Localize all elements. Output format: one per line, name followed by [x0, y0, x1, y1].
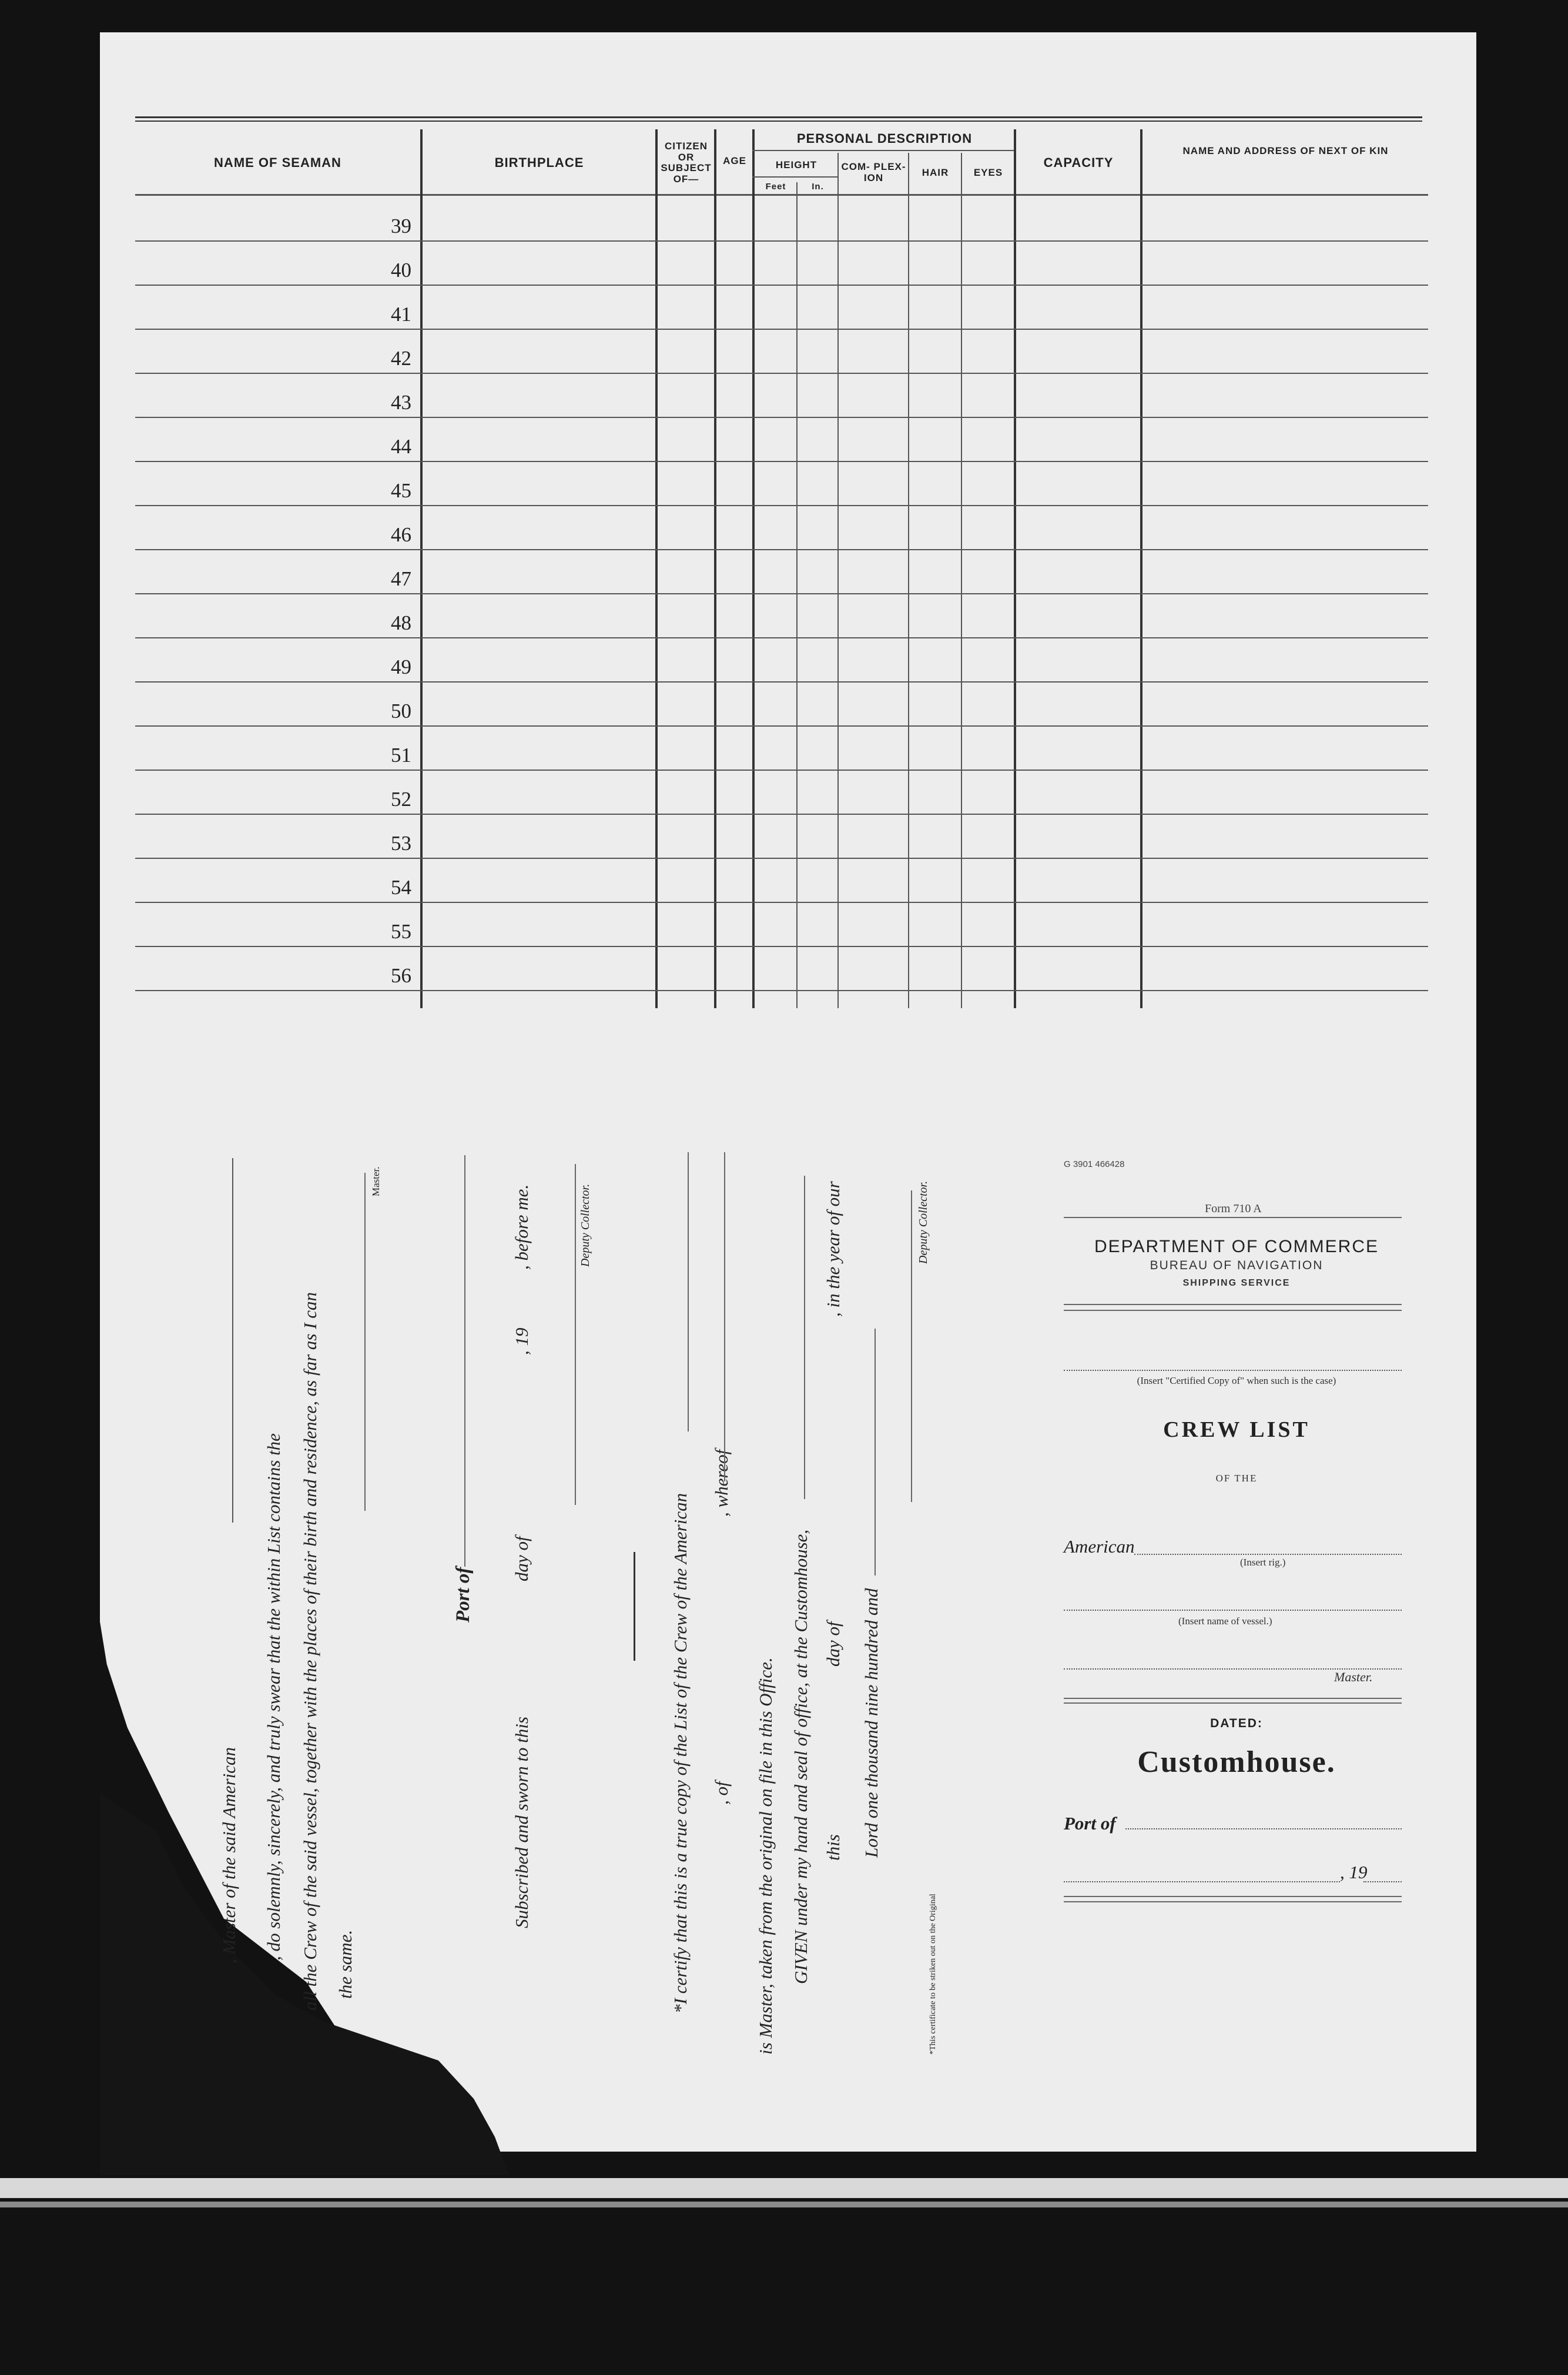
row-rule — [135, 814, 1428, 815]
scan-edge-shadow — [0, 2202, 1568, 2207]
row-rule — [135, 461, 1428, 462]
oath-line-2: , do solemnly, sincerely, and truly swear that the within List contains the — [263, 1433, 284, 1961]
oath-line-4: the same. — [335, 1929, 356, 1999]
cert-footnote: *This certificate to be striken out on the Original — [929, 1894, 937, 2055]
personal-desc-rule — [752, 150, 1014, 151]
form-top-rule — [1064, 1217, 1402, 1218]
cert-line-6: Lord one thousand nine hundred and — [861, 1588, 882, 1858]
header-inches: In. — [812, 182, 824, 192]
form-code: G 3901 466428 — [1064, 1159, 1125, 1169]
oath-before-me: , before me. — [511, 1184, 532, 1270]
row-number: 51 — [391, 744, 411, 767]
dated-rule-1 — [1064, 1698, 1402, 1699]
row-number: 49 — [391, 655, 411, 678]
year-label: , 19 — [1340, 1862, 1368, 1882]
col-divider-citizen — [655, 129, 658, 1008]
header-citizen: CITIZEN OR SUBJECT OF— — [661, 141, 712, 185]
row-number: 42 — [391, 347, 411, 370]
top-rule-1 — [135, 116, 1422, 118]
port-of-label: Port of — [1064, 1813, 1116, 1834]
cert-year: , in the year of our — [823, 1181, 843, 1317]
shipping-service: SHIPPING SERVICE — [1182, 1278, 1291, 1288]
cert-vessel-line — [688, 1152, 690, 1431]
col-divider-kin — [1140, 129, 1143, 1008]
col-divider-age — [714, 129, 716, 1008]
department-title: DEPARTMENT OF COMMERCE — [1094, 1237, 1379, 1256]
row-number: 52 — [391, 788, 411, 811]
cert-year-line — [875, 1329, 877, 1575]
row-number: 50 — [391, 700, 411, 722]
oath-line-3: all the Crew of the said vessel, together with the places of their birth and residence, as far as I can — [300, 1292, 320, 2011]
row-rule — [135, 593, 1428, 594]
oath-divider — [634, 1552, 635, 1661]
col-divider-hair — [908, 153, 909, 1008]
of-the-label: OF THE — [1215, 1473, 1258, 1484]
row-number: 41 — [391, 303, 411, 326]
row-rule — [135, 505, 1428, 506]
header-name-of-seaman: NAME OF SEAMAN — [214, 155, 341, 170]
dept-rule-1 — [1064, 1304, 1402, 1305]
header-next-of-kin: NAME AND ADDRESS OF NEXT OF KIN — [1182, 145, 1389, 156]
vessel-name-line — [1064, 1610, 1402, 1611]
row-rule — [135, 858, 1428, 859]
top-rule-2 — [135, 121, 1422, 122]
cert-whereof-line — [724, 1152, 726, 1481]
row-number: 44 — [391, 435, 411, 458]
cert-line-4: GIVEN under my hand and seal of office, at the Customhouse, — [790, 1529, 811, 1984]
header-personal-description: PERSONAL DESCRIPTION — [796, 131, 973, 146]
oath-port-of: Port of — [453, 1567, 474, 1623]
row-rule — [135, 990, 1428, 991]
american-label: American — [1064, 1536, 1135, 1557]
oath-day-of: day of — [511, 1536, 532, 1581]
header-hair: HAIR — [922, 167, 949, 178]
row-rule — [135, 725, 1428, 727]
cert-this: this — [823, 1834, 843, 1861]
bottom-rule-2 — [1064, 1901, 1402, 1902]
date-line — [1064, 1881, 1340, 1882]
oath-port-line — [464, 1155, 467, 1567]
cert-deputy-line — [911, 1190, 913, 1502]
year-line — [1363, 1881, 1402, 1882]
oath-deputy-collector: Deputy Collector. — [579, 1183, 592, 1267]
insert-rig-note: (Insert rig.) — [1240, 1557, 1286, 1568]
cert-whereof: , whereof — [711, 1449, 732, 1517]
row-rule — [135, 240, 1428, 242]
row-rule — [135, 329, 1428, 330]
row-number: 40 — [391, 259, 411, 282]
header-height: HEIGHT — [775, 159, 817, 170]
oath-master-signature-line — [364, 1173, 367, 1511]
row-number: 45 — [391, 479, 411, 502]
row-rule — [135, 902, 1428, 903]
crew-list-title: CREW LIST — [1163, 1417, 1310, 1442]
header-capacity: CAPACITY — [1043, 155, 1114, 170]
row-number: 47 — [391, 567, 411, 590]
row-number: 48 — [391, 611, 411, 634]
row-rule — [135, 637, 1428, 638]
row-rule — [135, 417, 1428, 418]
certified-copy-line — [1064, 1370, 1402, 1371]
crew-ledger-table — [135, 106, 1428, 1011]
form-number: Form 710 A — [1205, 1202, 1262, 1215]
oath-line-1: , Master of the said American — [219, 1747, 239, 1963]
certified-copy-note: (Insert "Certified Copy of" when such is the case) — [1137, 1375, 1336, 1386]
row-rule — [135, 946, 1428, 947]
dated-label: DATED: — [1210, 1717, 1263, 1730]
col-divider-feet — [796, 182, 798, 1008]
col-divider-birthplace — [420, 129, 423, 1008]
col-divider-complexion — [837, 153, 839, 1008]
oath-subscribed: Subscribed and sworn to this — [511, 1717, 532, 1928]
customhouse-title: Customhouse. — [1137, 1745, 1336, 1779]
row-rule — [135, 549, 1428, 550]
bottom-rule-1 — [1064, 1896, 1402, 1897]
insert-name-note: (Insert name of vessel.) — [1178, 1615, 1272, 1627]
cert-line-1: *I certify that this is a true copy of the List of the Crew of the American — [670, 1493, 691, 2013]
cert-line-3: is Master, taken from the original on file in this Office. — [755, 1657, 776, 2055]
cert-line-2: , of — [711, 1781, 732, 1805]
header-eyes: EYES — [973, 167, 1003, 178]
scan-edge-strip — [0, 2178, 1568, 2198]
dept-rule-2 — [1064, 1310, 1402, 1311]
row-number: 55 — [391, 920, 411, 943]
header-birthplace: BIRTHPLACE — [494, 155, 584, 170]
row-number: 56 — [391, 964, 411, 987]
row-number: 54 — [391, 876, 411, 899]
cert-day-of: day of — [823, 1621, 843, 1667]
row-rule — [135, 285, 1428, 286]
row-rule — [135, 681, 1428, 683]
row-number: 39 — [391, 215, 411, 238]
col-divider-eyes — [961, 153, 962, 1008]
port-of-line — [1125, 1828, 1402, 1829]
oath-master-name-line — [232, 1158, 234, 1523]
header-complexion: COM- PLEX- ION — [841, 161, 906, 183]
header-bottom-rule — [135, 194, 1428, 196]
dated-rule-2 — [1064, 1702, 1402, 1704]
row-number: 43 — [391, 391, 411, 414]
row-number: 53 — [391, 832, 411, 855]
col-divider-height — [752, 129, 755, 1008]
cert-customhouse-line — [804, 1176, 806, 1499]
cert-deputy-collector: Deputy Collector. — [917, 1180, 930, 1264]
bureau-title: BUREAU OF NAVIGATION — [1150, 1259, 1324, 1272]
header-feet: Feet — [765, 182, 786, 192]
oath-deputy-line — [575, 1164, 577, 1505]
oath-master-label: Master. — [370, 1166, 381, 1196]
master-label: Master. — [1334, 1670, 1373, 1684]
header-age: AGE — [723, 155, 746, 166]
height-subrule — [752, 176, 837, 178]
oath-nineteen: , 19 — [511, 1327, 532, 1355]
row-rule — [135, 373, 1428, 374]
row-rule — [135, 770, 1428, 771]
row-number: 46 — [391, 523, 411, 546]
rig-line — [1134, 1554, 1402, 1555]
col-divider-capacity — [1014, 129, 1016, 1008]
